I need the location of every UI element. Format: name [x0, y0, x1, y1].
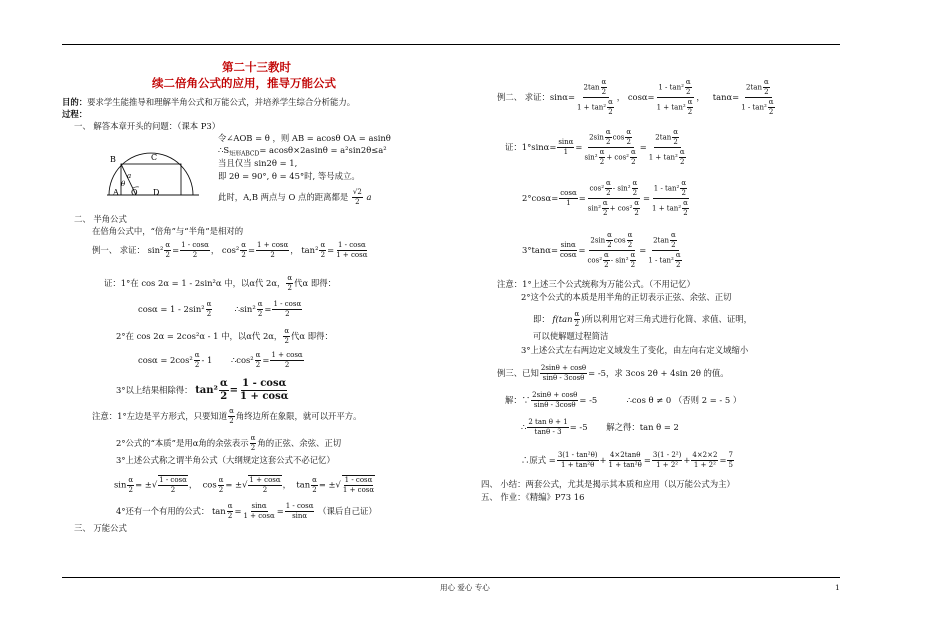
footer-text: 用心 爱心 专心 [440, 583, 490, 592]
figure-label-a-side: a [127, 172, 132, 180]
note-1: 注意：1°左边是平方形式，只要知道 $\frac{\alpha}{2}$ 角终边所在象限，就可以开平方。 [92, 407, 362, 425]
figure-label-theta: θ [121, 180, 126, 188]
proof-2-result: cosα = 2cos² $\frac{\alpha}{2}$ - 1 ∴cos² $\frac{\alpha}{2}$ = $\frac{1 + \cos\alpha}{2}$ [138, 351, 303, 369]
universal-note-1: 注意：1°上述三个公式统称为万能公式。（不用记忆） [497, 279, 695, 289]
universal-note-2c: 可以使解题过程简洁 [533, 331, 609, 341]
universal-note-3: 3°上述公式左右两边定义域发生了变化，由左向右定义域缩小 [521, 345, 749, 355]
example-3: 例三、已知 $\frac{2\sin\theta + \cos\theta}{\sin\theta - 3\cos\theta}$ = -5，求 3cos 2θ + 4sin 2θ 的值。 [497, 364, 729, 382]
note-3: 3°上述公式称之谓半角公式（大纲规定这套公式不必记忆） [116, 455, 335, 465]
figure-label-o: O [131, 188, 138, 197]
sec2-intro: 在倍角公式中，“倍角”与“半角”是相对的 [92, 226, 244, 236]
figure-label-b: B [110, 155, 116, 164]
example-2: 例二、 求证：sinα= 2tan $\frac{\alpha}{2}$ 1 + tan² $\frac{\alpha}{2}$ ， cosα= 1 - tan² $\frac{\alpha}{2}$ 1 + tan² $\frac{\alpha}{2}$ ， tanα= 2tan $\frac{\alpha}{2}$ 1 - tan² $\frac{\alpha}{2}$ [497, 78, 774, 116]
sec1-line-5: 此时，A,B 两点与 O 点的距离都是 $\frac{√2}{2}$ a [218, 188, 372, 206]
figure-label-d: D [153, 188, 160, 197]
lesson-subtitle: 续二倍角公式的应用，推导万能公式 [152, 76, 336, 90]
lesson-title: 第二十三教时 [222, 60, 291, 74]
sec1-line-1: 令∠AOB = θ ，则 AB = acosθ OA = asinθ [218, 133, 391, 143]
proof-1-result: cosα = 1 - 2sin² $\frac{\alpha}{2}$ ∴sin² $\frac{\alpha}{2}$ = $\frac{1 - \cos\alpha}{2}$ [138, 300, 302, 318]
section-3-heading: 三、 万能公式 [74, 523, 127, 533]
half-angle-sqrt-formulas: sin $\frac{\alpha}{2}$ = ±√ $\frac{1 - \cos\alpha}{2}$ ， cos $\frac{\alpha}{2}$ = ±√ $\frac{1 + \cos\alpha}{2}$ ， tan $\frac{\alpha}{2}$ = ±√ $\frac{1 - \cos\alpha}{1 + \cos\alpha}$ [114, 475, 375, 494]
note-2: 2°公式的“本质”是用α角的余弦表示 $\frac{\alpha}{2}$ 角的正弦、余弦、正切 [116, 434, 342, 452]
solution-line-1: 解：∵ $\frac{2\sin\theta + \cos\theta}{\sin\theta - 3\cos\theta}$ = -5 ∴cos θ ≠ 0 （否则 2 = - 5 ） [505, 391, 742, 409]
goal-line: 目的：要求学生能推导和理解半角公式和万能公式，并培养学生综合分析能力。 [62, 97, 356, 107]
proof-1: 证：1°在 cos 2α = 1 - 2sin²α 中，以α代 2α， $\frac{\alpha}{2}$ 代α 即得： [104, 274, 336, 292]
universal-proof-2: 2°cosα= $\frac{\cos\alpha}{1}$ = cos² $\frac{\alpha}{2}$ - sin² $\frac{\alpha}{2}$ sin² $\frac{\alpha}{2}$ + cos² $\frac{\alpha}{2}$ = 1 - tan² $\frac{\alpha}{2}$ 1 + tan² $\frac{\alpha}{2}$ [522, 179, 688, 217]
example-1: 例一、 求证： sin² $\frac{\alpha}{2}$ = $\frac{1 - \cos\alpha}{2}$ ， cos² $\frac{\alpha}{2}$ = $\frac{1 + \cos\alpha}{2}$ ， tan² $\frac{\alpha}{2}$ = $\frac{1 - \cos\alpha}{1 + \cos\alpha}$ [92, 241, 368, 259]
rectangle-semicircle-figure [103, 150, 203, 198]
section-1-heading: 一、 解答本章开头的问题：（课本 P3） [74, 121, 221, 131]
figure-label-a: A [113, 188, 119, 197]
universal-proof-3: 3°tanα= $\frac{\sin\alpha}{\cos\alpha}$ = 2sin $\frac{\alpha}{2}$ cos $\frac{\alpha}{2}$ cos² $\frac{\alpha}{2}$ - sin² $\frac{\alpha}{2}$ = 2tan $\frac{\alpha}{2}$ 1 - tan² $\frac{\alpha}{2}$ [522, 231, 681, 269]
section-5: 五、 作业：《精编》P73 16 [481, 492, 585, 502]
solution-result: ∴原式 = $\frac{\text{3(1 - tan²θ)}}{\text{1 + tan²θ}}$ + $\frac{4\times 2\tan\theta}{\text{1 + tan²θ}}$ = $\frac{\text{3(1 - 2²)}}{\text{1 + 2²}}$ + $\frac{4\times 2\times 2}{\text{1 + 2²}}$ = $\frac{7}{5}$ [521, 451, 733, 469]
process-label: 过程： [62, 109, 88, 119]
note-4: 4°还有一个有用的公式： tan $\frac{\alpha}{2}$ = $\frac{\sin\alpha}{1 + \cos\alpha}$ = $\frac{1 - \cos\alpha}{\sin\alpha}$ （课后自己证） [116, 502, 377, 520]
solution-line-2: ∴ $\frac{\text{2 tan θ + 1}}{\tan\theta - 3}$ = -5 解之得：tan θ = 2 [521, 418, 679, 436]
page-number: 1 [835, 583, 840, 592]
footer-rule [62, 577, 840, 578]
sec1-line-2: $\therefore S_{矩形ABCD}= acos\theta\times 2asin\theta = a^2\sin 2\theta\le a^2$ [218, 145, 387, 158]
section-4: 四、 小结：两套公式，尤其是揭示其本质和应用（以万能公式为主） [481, 479, 735, 489]
universal-note-2: 2°这个公式的本质是用半角的正切表示正弦、余弦、正切 [521, 292, 732, 302]
sec1-line-3: 当且仅当 sin2θ = 1, [218, 158, 298, 168]
sec1-line-4: 即 2θ = 90°, θ = 45°时, 等号成立。 [218, 171, 360, 181]
universal-proof-1: 证：1°sinα= $\frac{\sin\alpha}{1}$ = 2sin $\frac{\alpha}{2}$ cos $\frac{\alpha}{2}$ sin² $\frac{\alpha}{2}$ + cos² $\frac{\alpha}{2}$ = 2tan $\frac{\alpha}{2}$ 1 + tan² $\frac{\alpha}{2}$ [505, 128, 685, 166]
figure-label-c: C [151, 153, 158, 162]
section-2-heading: 二、 半角公式 [74, 214, 127, 224]
proof-2: 2°在 cos 2α = 2cos²α - 1 中，以α代 2α， $\frac{\alpha}{2}$ 代α 即得： [116, 327, 333, 345]
header-rule [62, 44, 840, 45]
universal-note-2b: 即： f(tan $\frac{\alpha}{2}$ )所以利用它对三角式进行化简、求值、证明， [533, 310, 753, 328]
proof-3: 3°以上结果相除得： tan² $\frac{\alpha}{2}$ = $\frac{1 - \cos\alpha}{1 + \cos\alpha}$ [116, 378, 289, 402]
